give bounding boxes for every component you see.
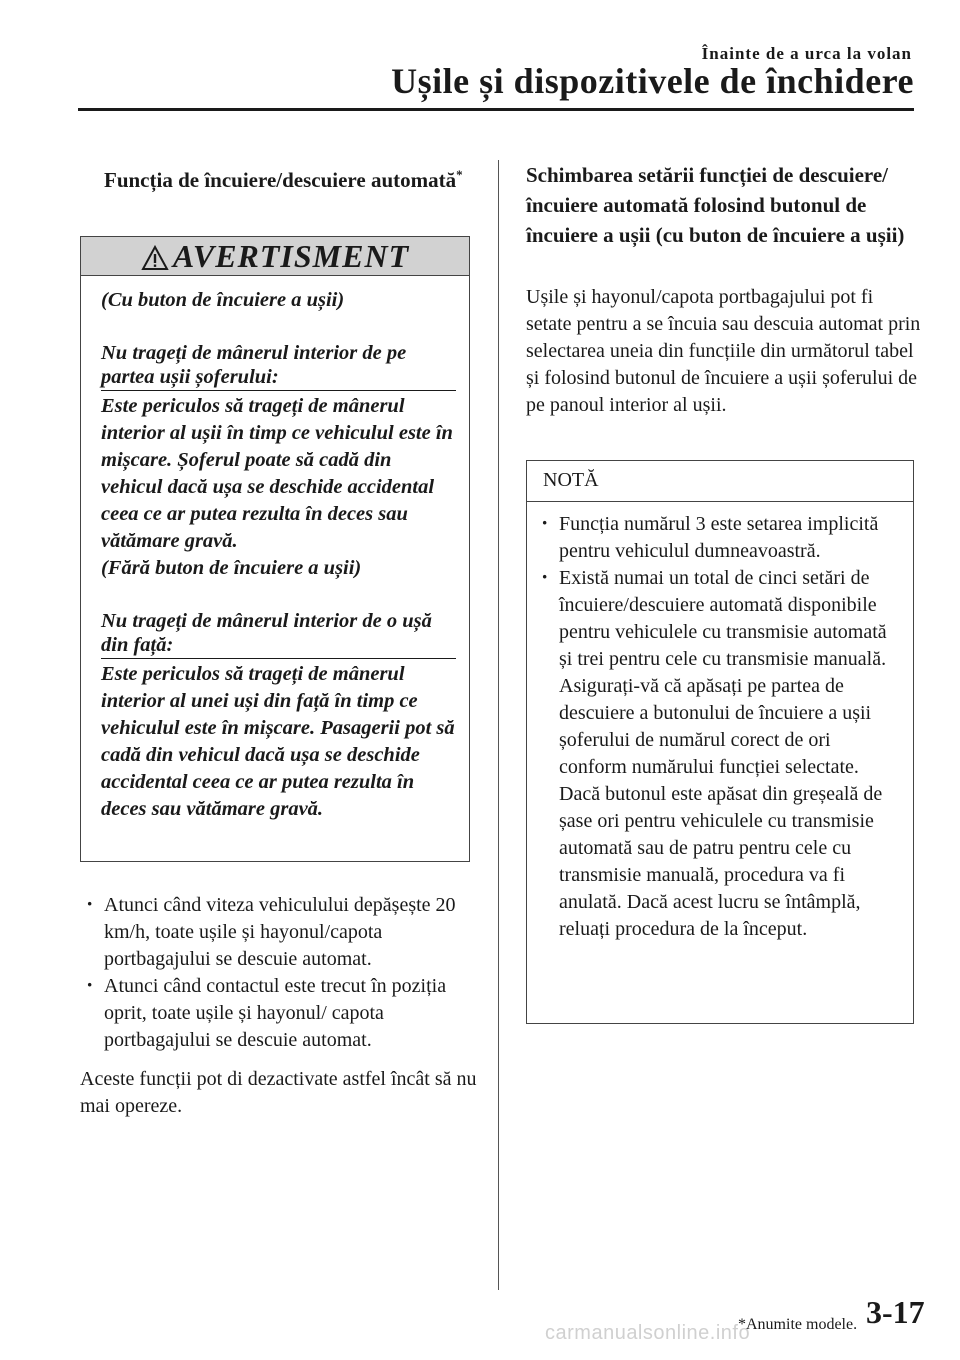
warning-triangle-icon: [141, 245, 169, 271]
right-paragraph: Ușile și hayonul/capota portbagajului pot fi setate pentru a se încuia sau descuia automat prin selectarea uneia din funcțiile din următorul tabel și folosind butonul de încuiere a ușii șoferului de pe panoul interior al ușii.: [526, 286, 921, 416]
warning-heading-driver-door: Nu trageți de mânerul interior de pe partea ușii șoferului:: [101, 341, 456, 391]
model-footnote-mark: *: [456, 167, 463, 182]
note-box: [526, 460, 914, 1024]
page-title: Ușile și dispozitivele de închidere: [391, 61, 914, 101]
footnote: *Anumite modele.: [738, 1316, 858, 1333]
watermark: carmanualsonline.info: [545, 1322, 751, 1344]
chapter-label: Înainte de a urca la volan: [701, 44, 912, 63]
left-paragraph: [80, 1066, 480, 1120]
page-number: 3-17: [866, 1294, 925, 1330]
warning-heading-front-door: Nu trageți de mânerul interior de o ușă din față:: [101, 609, 456, 659]
header-rule: [78, 108, 914, 111]
column-divider: [498, 160, 499, 1290]
left-section-title: [104, 160, 474, 195]
left-section-title-text: Funcția de încuiere/descuiere automată: [104, 168, 457, 192]
note-title: NOTĂ: [543, 469, 599, 491]
note-header: [527, 461, 913, 502]
list-item: · Atunci când viteza vehiculului depășește 20 km/h, toate ușile și hayonul/capota portbagajului se descuie automat.: [84, 892, 479, 973]
warning-condition-with-button: (Cu buton de încuiere a ușii): [101, 289, 345, 311]
right-section-title: Schimbarea setării funcției de descuiere/încuiere automată folosind butonul de încuiere a ușii (cu buton de încuiere a ușii): [526, 163, 905, 247]
warning-text-front-door: Este periculos să trageți de mânerul interior al unei uși din față în timp ce vehiculul este în mișcare. Pasagerii pot să cadă din vehicul dacă ușa se deschide accidental ceea ce ar putea rezulta în deces sau vătămare gravă.: [101, 663, 455, 820]
warning-box: [80, 236, 470, 862]
warning-header: [81, 237, 469, 276]
warning-title: AVERTISMENT: [172, 238, 410, 274]
left-bullet-list: [84, 892, 479, 1054]
list-item: · Există numai un total de cinci setări de încuiere/descuiere automată disponibile pentru vehiculele cu transmisie automată și trei pentru cele cu transmisie manuală. Asigurați-vă că apăsați pe partea de descuiere a butonului de încuiere a ușii șoferului de numărul corect de ori conform numărului funcției selectate. Dacă butonul este apăsat din greșeală de șase ori pentru vehiculele cu transmisie automată sau de patru pentru cele cu transmisie manuală, procedura va fi anulată. Dacă acest lucru se întâmplă, reluați procedura de la început.: [539, 565, 901, 943]
warning-text-driver-door: Este periculos să trageți de mânerul interior al ușii în timp ce vehiculul este în mișcare. Șoferul poate să cadă din vehicul dacă ușa se deschide accidental ceea ce ar putea rezulta în deces sau vătămare gravă.: [101, 395, 453, 552]
warning-body: [101, 287, 456, 823]
list-item: · Atunci când contactul este trecut în poziția oprit, toate ușile și hayonul/ capota portbagajului se descuie automat.: [84, 973, 479, 1054]
list-item: · Funcția numărul 3 este setarea implicită pentru vehiculul dumneavoastră.: [539, 511, 901, 565]
disable-note-text: Aceste funcții pot di dezactivate astfel încât să nu mai opereze.: [80, 1068, 477, 1117]
warning-condition-without-button: (Fără buton de încuiere a ușii): [101, 557, 362, 579]
note-body: [539, 511, 901, 943]
